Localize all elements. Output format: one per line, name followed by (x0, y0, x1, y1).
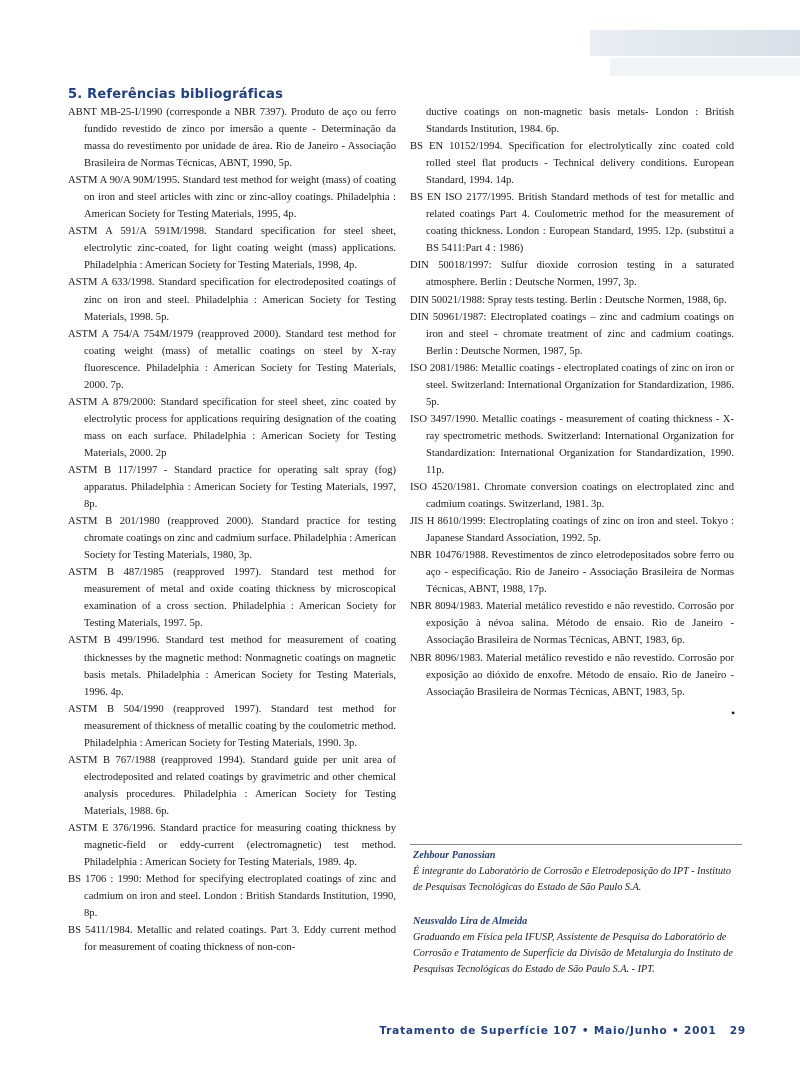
reference-item: ASTM A 90/A 90M/1995. Standard test method for weight (mass) of coating on iron and steel articles with zinc or zinc-alloy coatings. Philadelphia : American Society for Testing Materials, 1995, 4p. (68, 175, 396, 221)
end-of-article-bullet: • (731, 706, 736, 720)
author-name: Zehbour Panossian (413, 850, 496, 861)
page-footer: Tratamento de Superfície 107 • Maio/Junho • 2001 29 (379, 1025, 746, 1037)
reference-item: BS EN 10152/1994. Specification for electrolytically zinc coated cold rolled steel flat products - Technical delivery conditions. European Standard, 1994. 14p. (410, 141, 734, 187)
reference-item: ASTM B 499/1996. Standard test method for measurement of coating thicknesses by the magnetic method: Nonmagnetic coatings on magnetic basis metals. Philadelphia : American Society for Testing Materials, 1996. 4p. (68, 635, 396, 698)
reference-item: DIN 50021/1988: Spray tests testing. Berlin : Deutsche Normen, 1988, 6p. (410, 294, 727, 306)
author-description: É integrante do Laboratório de Corrosão e Eletrodeposição do IPT - Instituto de Pesquisas Tecnológicas do Estado de São Paulo S.A. (413, 866, 731, 893)
header-tab-shadow (610, 58, 800, 76)
section-title: 5. Referências bibliográficas (68, 87, 284, 102)
reference-item: ABNT MB-25-I/1990 (corresponde a NBR 7397). Produto de aço ou ferro fundido revestido de zinco por imersão a quente - Determinação da massa do revestimento por unidade de área. Rio de Janeiro - Associação Brasileira de Normas Técnicas, ABNT, 1990, 5p. (68, 107, 396, 170)
reference-item: ASTM A 754/A 754M/1979 (reapproved 2000). Standard test method for coating weight (mass) of metallic coatings on steel by X-ray fluorescence. Philadelphia : American Society for Testing Materials, 2000. 7p. (68, 328, 396, 391)
reference-item: ISO 3497/1990. Metallic coatings - measurement of coating thickness - X-ray spectrometric methods. Switzerland: International Organization for Standardization: International Organization for Standardization, 1990. 11p. (410, 413, 734, 476)
reference-item: JIS H 8610/1999: Electroplating coatings of zinc on iron and steel. Tokyo : Japanese Standard Association, 1992. 5p. (410, 516, 734, 545)
reference-item: DIN 50018/1997: Sulfur dioxide corrosion testing in a saturated atmosphere. Berlin : Deutsche Normen, 1997, 3p. (410, 260, 734, 289)
header-tab-decoration (590, 30, 800, 56)
author-description: Graduando em Física pela IFUSP, Assistente de Pesquisa do Laboratório de Corrosão e Tratamento de Superfície da Divisão de Metalurgia do Instituto de Pesquisas Tecnológicas do Estado de São Paulo S.A. - IPT. (413, 932, 733, 975)
reference-item: ISO 2081/1986: Metallic coatings - electroplated coatings of zinc on iron or steel. Switzerland: International Organization for Standardization, 1986. 5p. (410, 362, 734, 408)
references-right-column (410, 104, 734, 701)
references-left-column (68, 104, 396, 956)
reference-item: ASTM B 201/1980 (reapproved 2000). Standard practice for testing chromate coatings on zinc and cadmium surface. Philadelphia : American Society for Testing Materials, 1980, 3p. (68, 516, 396, 562)
reference-item: ASTM A 633/1998. Standard specification for electrodeposited coatings of zinc on iron and steel. Philadelphia : American Society for Testing Materials, 1998. 5p. (68, 277, 396, 323)
reference-item: ASTM A 879/2000: Standard specification for steel sheet, zinc coated by electrolytic process for applications requiring designation of the coating mass on each surface. Philadelphia : American Society for Testing Materials, 2000. 2p (68, 396, 396, 459)
reference-item: ASTM E 376/1996. Standard practice for measuring coating thickness by magnetic-field or eddy-current (electromagnetic) test method. Philadelphia : American Society for Testing Materials, 1989. 4p. (68, 822, 396, 869)
author-name: Neusvaldo Lira de Almeida (413, 916, 528, 927)
reference-item: NBR 10476/1988. Revestimentos de zinco eletrodepositados sobre ferro ou aço - especificação. Rio de Janeiro - Associação Brasileira de Normas Técnicas, ABNT, 1988, 17p. (410, 550, 734, 596)
reference-item-continued: ductive coatings on non-magnetic basis metals- London : British Standards Institution, 1984. 6p. (426, 107, 734, 136)
reference-item: ASTM B 504/1990 (reapproved 1997). Standard test method for measurement of thickness of metallic coating by the coulometric method. Philadelphia : American Society for Testing Materials, 1990. 3p. (68, 703, 396, 749)
reference-item: ASTM B 767/1988 (reapproved 1994). Standard guide per unit area of electrodeposited and related coatings by gravimetric and other chemical analysis procedures. Philadelphia : American Society for Testing Materials, 1988. 6p. (68, 754, 396, 817)
reference-item: BS 5411/1984. Metallic and related coatings. Part 3. Eddy current method for measurement of coating thickness of non-con- (68, 925, 396, 954)
reference-item: ISO 4520/1981. Chromate conversion coatings on electroplated zinc and cadmium coatings. Switzerland, 1981. 3p. (410, 482, 734, 511)
author-block (413, 848, 739, 896)
reference-item: ASTM B 487/1985 (reapproved 1997). Standard test method for measurement of metal and oxide coating thickness by microscopical examination of a cross section. Philadelphia : American Society for Testing Materials, 1997. 5p. (68, 567, 396, 630)
reference-item: ASTM B 117/1997 - Standard practice for operating salt spray (fog) apparatus. Philadelphia : American Society for Testing Materials, 1997, 8p. (68, 464, 396, 511)
author-block (413, 914, 739, 978)
reference-item: BS EN ISO 2177/1995. British Standard methods of test for metallic and related coatings Part 4. Coulometric method for the measurement of coating thickness. London : European Standard, 1995. 12p. (substitui a BS 5411:Part 4 : 1986) (410, 192, 734, 255)
reference-item: NBR 8094/1983. Material metálico revestido e não revestido. Corrosão por exposição à névoa salina. Método de ensaio. Rio de Janeiro - Associação Brasileira de Normas Técnicas, ABNT, 1983, 6p. (410, 601, 734, 647)
author-divider (410, 844, 742, 845)
reference-item: NBR 8096/1983. Material metálico revestido e não revestido. Corrosão por exposição ao dióxido de enxofre. Método de ensaio. Rio de Janeiro - Associação Brasileira de Normas Técnicas, ABNT, 1983, 5p. (410, 652, 734, 698)
reference-item: BS 1706 : 1990: Method for specifying electroplated coatings of zinc and cadmium on iron and steel. London : British Standards Institution, 1990, 8p. (68, 874, 396, 920)
reference-item: ASTM A 591/A 591M/1998. Standard specification for steel sheet, electrolytic zinc-coated, for light coating weight (mass) applications. Philadelphia : American Society for Testing Materials, 1998, 4p. (68, 226, 396, 272)
reference-item: DIN 50961/1987: Electroplated coatings – zinc and cadmium coatings on iron and steel - chromate treatment of zinc and cadmium coatings. Berlin : Deutsche Normen, 1987, 5p. (410, 311, 734, 357)
